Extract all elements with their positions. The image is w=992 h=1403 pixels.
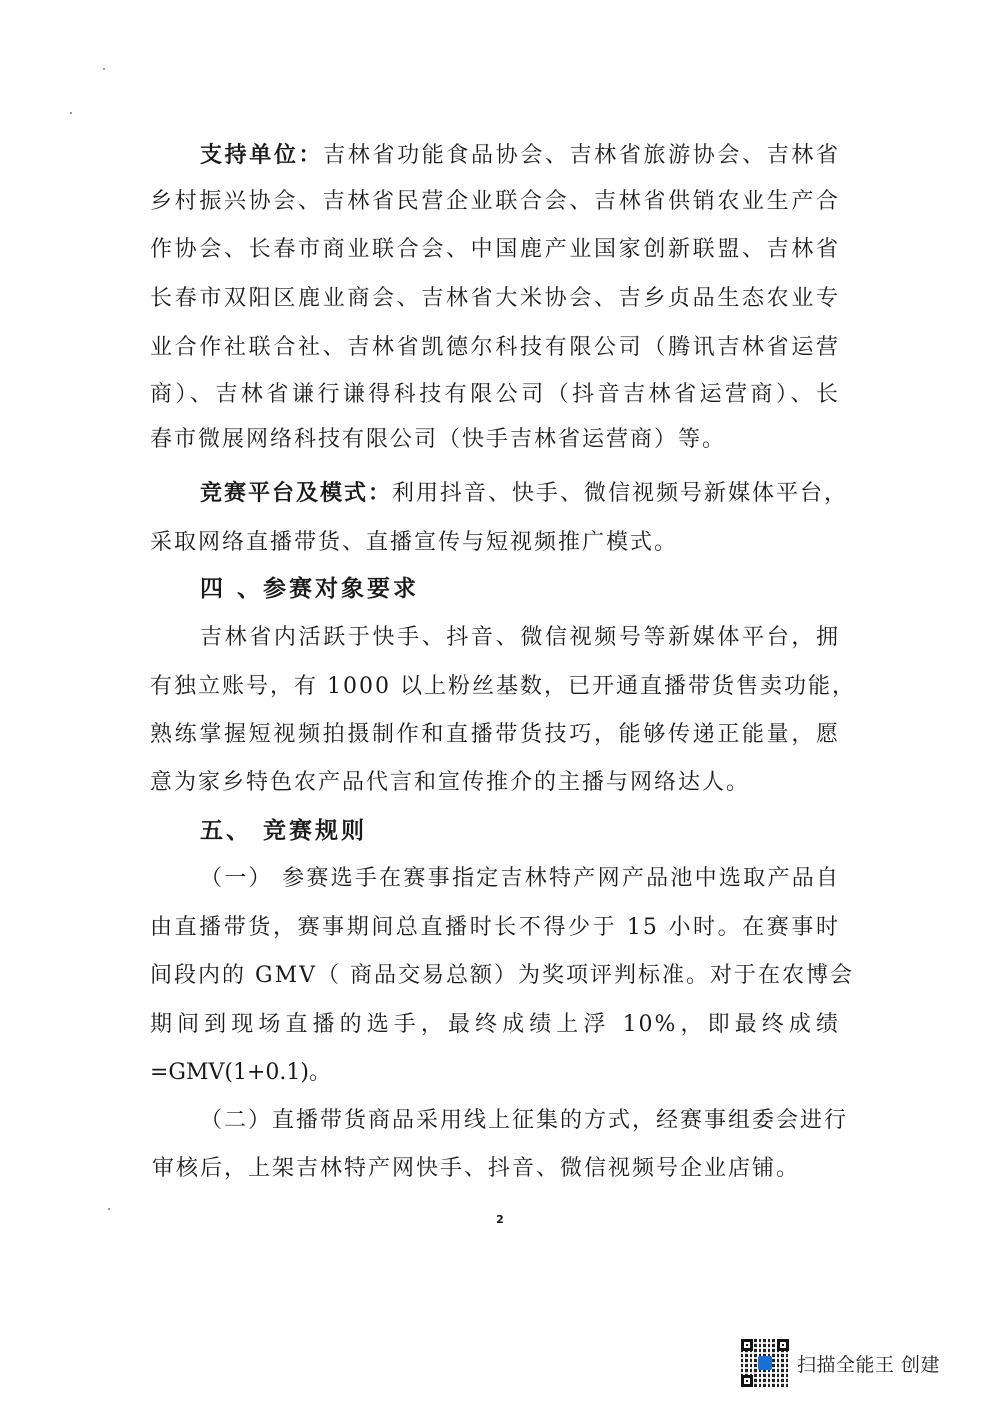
line-text: 吉林省功能食品协会、吉林省旅游协会、吉林省 — [323, 143, 840, 168]
section-heading: 四 、参赛对象要求 — [200, 575, 420, 602]
text-line: 意为家乡特色农产品代言和宣传推介的主播与网络达人。 — [150, 770, 751, 795]
text-line: 由直播带货，赛事期间总直播时长不得少于 15 小时。在赛事时 — [150, 915, 840, 940]
text-line — [200, 478, 849, 509]
section-heading: 五、 竞赛规则 — [200, 817, 368, 844]
text-line: 吉林省内活跃于快手、抖音、微信视频号等新媒体平台，拥 — [200, 625, 840, 650]
page-number: 2 — [496, 1213, 504, 1226]
text-line: 作协会、长春市商业联合会、中国鹿产业国家创新联盟、吉林省 — [150, 237, 840, 262]
scan-speck — [103, 68, 105, 70]
scan-speck — [70, 112, 72, 114]
text-line: 商）、吉林省谦行谦得科技有限公司（抖音吉林省运营商）、长 — [150, 382, 840, 407]
text-line: 春市微展网络科技有限公司（快手吉林省运营商）等。 — [150, 427, 727, 452]
text-line: 审核后，上架吉林特产网快手、抖音、微信视频号企业店铺。 — [152, 1156, 801, 1181]
text-line: （二）直播带货商品采用线上征集的方式，经赛事组委会进行 — [200, 1108, 849, 1133]
text-line: （一） 参赛选手在赛事指定吉林特产网产品池中选取产品自 — [200, 866, 840, 891]
text-line: 有独立账号，有 1000 以上粉丝基数，已开通直播带货售卖功能， — [150, 674, 856, 699]
text-line: 间段内的 GMV（ 商品交易总额）为奖项评判标准。对于在农博会 — [150, 963, 854, 988]
scan-speck — [108, 1208, 110, 1210]
watermark-text: 扫描全能王 创建 — [797, 1353, 941, 1376]
inline-label: 支持单位： — [200, 142, 324, 168]
text-line: 采取网络直播带货、直播宣传与短视频推广模式。 — [150, 530, 679, 555]
scanner-watermark — [741, 1338, 940, 1388]
text-line: 业合作社联合社、吉林省凯德尔科技有限公司（腾讯吉林省运营 — [150, 335, 840, 360]
line-text: 利用抖音、快手、微信视频号新媒体平台， — [392, 481, 849, 506]
text-line: =GMV(1+0.1)。 — [150, 1060, 332, 1085]
text-line: 长春市双阳区鹿业商会、吉林省大米协会、吉乡贞品生态农业专 — [150, 286, 840, 311]
qr-code-icon — [741, 1339, 789, 1387]
text-line: 熟练掌握短视频拍摄制作和直播带货技巧，能够传递正能量，愿 — [150, 722, 840, 747]
text-line — [200, 140, 840, 171]
text-line: 期间到现场直播的选手，最终成绩上浮 10%，即最终成绩 — [150, 1012, 840, 1037]
inline-label: 竞赛平台及模式： — [200, 480, 393, 506]
text-line: 乡村振兴协会、吉林省民营企业联合会、吉林省供销农业生产合 — [150, 189, 840, 214]
